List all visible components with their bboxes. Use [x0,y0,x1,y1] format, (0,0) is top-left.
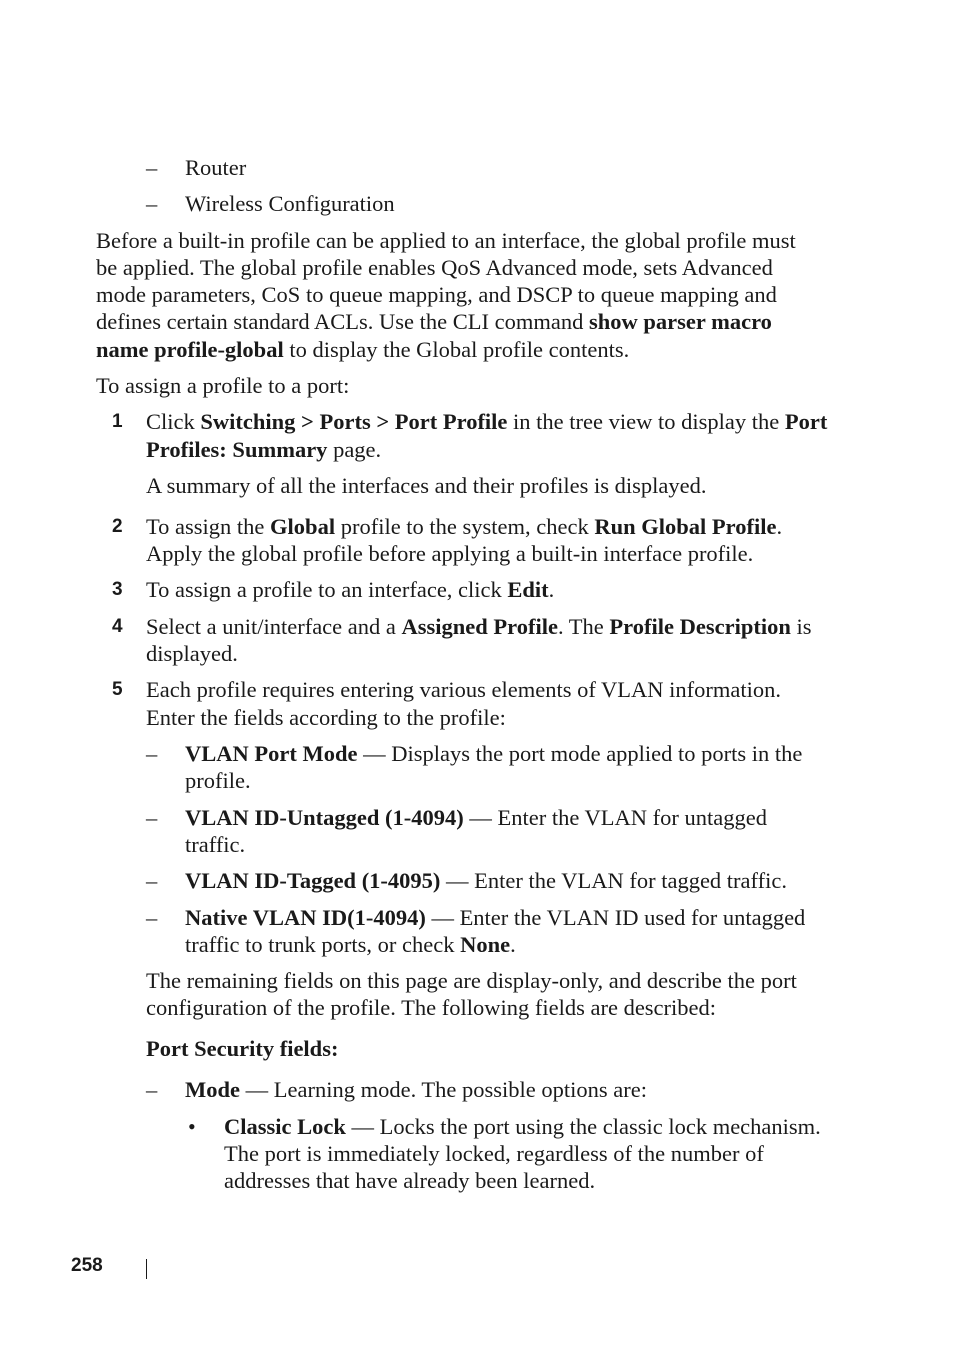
step-number: 2 [112,516,123,537]
step-3-line [146,576,554,603]
field-desc-cont [185,931,516,958]
step-1-note: A summary of all the interfaces and their profiles is displayed. [146,473,707,498]
step-text: Click [146,409,201,434]
step-1-line [146,408,827,435]
step-text: profile to the system, check [335,514,595,539]
list-dash: – [146,155,158,180]
footer-divider [146,1259,147,1279]
field-desc: traffic to trunk ports, or check [185,932,461,957]
step-4-line [146,613,811,640]
intro-line [96,308,772,335]
field-desc: — Enter the VLAN for untagged [463,805,767,830]
field-desc: — Learning mode. The possible options are: [240,1077,647,1102]
step-text: Select a unit/interface and a [146,614,402,639]
list-dash: – [146,741,158,766]
intro-line: Before a built-in profile can be applied to an interface, the global profile must [96,228,796,253]
step-text: . [776,514,783,539]
field-native-vlan-id [185,904,805,931]
ui-term: Global [270,514,336,539]
step-5-line: Enter the fields according to the profile: [146,705,506,730]
option-classic-lock [224,1113,821,1140]
step-2-line: Apply the global profile before applying a built-in interface profile. [146,541,754,566]
step-number: 3 [112,579,123,600]
remaining-line: The remaining fields on this page are display-only, and describe the port [146,968,797,993]
field-name: VLAN ID-Tagged (1-4095) [185,868,441,893]
field-name: Mode [185,1077,240,1102]
step-text: page. [327,437,382,462]
intro-text: to display the Global profile contents. [283,337,630,362]
field-name: Native VLAN ID(1-4094) [185,905,426,930]
menu-path: Switching > Ports > Port Profile [200,409,508,434]
step-text: To assign the [146,514,271,539]
port-security-heading: Port Security fields: [146,1036,339,1061]
step-number: 5 [112,679,123,700]
bullet: • [188,1114,196,1139]
step-text: is [790,614,812,639]
step-text: To assign a profile to an interface, click [146,577,508,602]
option-desc-cont: addresses that have already been learned. [224,1168,596,1193]
field-desc-cont: traffic. [185,832,246,857]
intro-line [96,336,629,363]
field-desc-cont: profile. [185,768,251,793]
list-dash: – [146,191,158,216]
field-vlan-port-mode [185,740,802,767]
list-item-router: Router [185,155,247,180]
intro-line: be applied. The global profile enables QoS Advanced mode, sets Advanced [96,255,773,280]
field-name: VLAN ID-Untagged (1-4094) [185,805,464,830]
field-desc: — Enter the VLAN ID used for untagged [425,905,806,930]
option-name: Classic Lock [224,1114,346,1139]
step-text: in the tree view to display the [507,409,785,434]
step-text: . [548,577,555,602]
option-desc: — Locks the port using the classic lock mechanism. [345,1114,821,1139]
field-desc: . [510,932,516,957]
ui-term: Run Global Profile [594,514,777,539]
field-mode [185,1076,647,1103]
page-name: Profiles: Summary [146,437,328,462]
ui-term: Edit [507,577,549,602]
intro-text: defines certain standard ACLs. Use the CLI command [96,309,589,334]
field-name: VLAN Port Mode [185,741,358,766]
option-desc-cont: The port is immediately locked, regardless of the number of [224,1141,764,1166]
field-vlan-id-tagged [185,867,787,894]
ui-term: None [460,932,511,957]
list-dash: – [146,1077,158,1102]
step-4-line: displayed. [146,641,238,666]
cli-command: name profile-global [96,337,284,362]
page-name: Port [784,409,828,434]
field-desc: — Displays the port mode applied to ports in the [357,741,803,766]
step-2-line [146,513,782,540]
list-dash: – [146,868,158,893]
step-number: 4 [112,616,123,637]
cli-command: show parser macro [589,309,772,334]
remaining-line: configuration of the profile. The following fields are described: [146,995,717,1020]
list-dash: – [146,905,158,930]
step-text: . The [557,614,610,639]
ui-term: Assigned Profile [401,614,558,639]
step-number: 1 [112,411,123,432]
list-item-wireless: Wireless Configuration [185,191,395,216]
page-number: 258 [71,1255,103,1276]
field-desc: — Enter the VLAN for tagged traffic. [440,868,787,893]
ui-term: Profile Description [609,614,791,639]
assign-intro: To assign a profile to a port: [96,373,350,398]
list-dash: – [146,805,158,830]
step-5-line: Each profile requires entering various elements of VLAN information. [146,677,782,702]
step-1-line [146,436,381,463]
field-vlan-id-untagged [185,804,767,831]
intro-line: mode parameters, CoS to queue mapping, and DSCP to queue mapping and [96,282,777,307]
